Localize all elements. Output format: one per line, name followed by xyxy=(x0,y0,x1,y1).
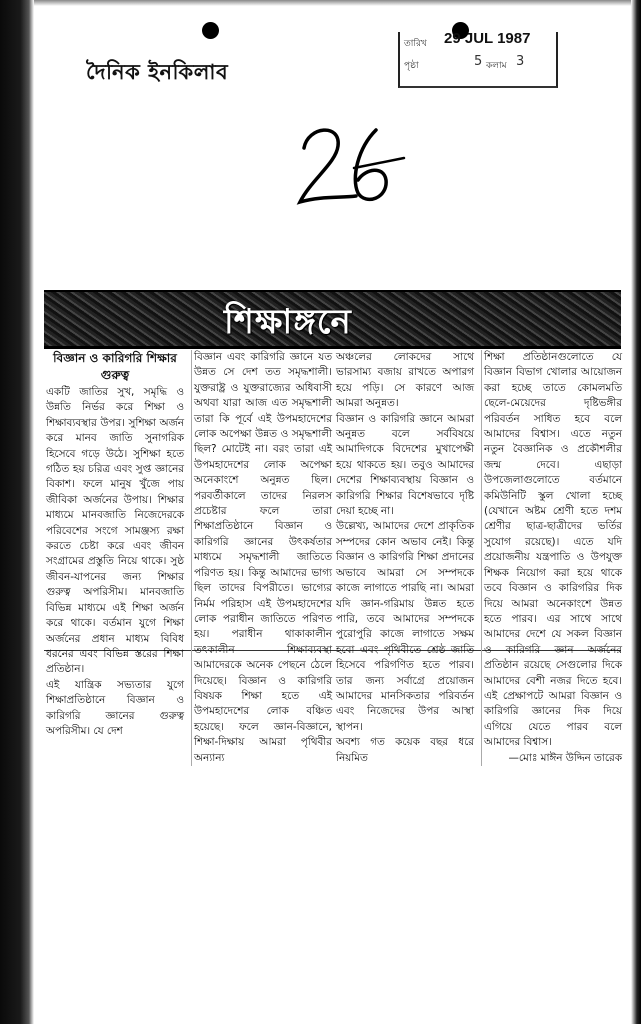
article-column-4 xyxy=(481,350,622,766)
article xyxy=(44,346,622,764)
stamp-page-label: পৃষ্ঠা xyxy=(404,61,419,71)
stamp-page: 5 xyxy=(474,54,483,69)
byline: —মোঃ মাঈন উদ্দিন তারেক xyxy=(508,751,622,764)
stamp-date-label: তারিখ xyxy=(404,39,427,49)
stamp-column-label: কলাম xyxy=(486,61,507,71)
section-banner xyxy=(44,290,621,349)
paragraph: বিজ্ঞান এবং কারিগরি জ্ঞানে যত উন্নত সে দেশ তত সমৃদ্ধশালী। যুক্তরাষ্ট্র ও যুক্তরাজ্যের অধিবাসী অথবা যারা আজ এত সমৃদ্ধশালী তারা কি পূর্বে এই উপমহাদেশের লোক অপেক্ষা উন্নত ও সমৃদ্ধশালী ছিল? মোটেই না। বরং তারা এই উপমহাদেশের লোক অপেক্ষা অনেকাংশে অনুন্নত ছিল। পরবর্তীকালে তাদের নিরলস প্রচেষ্টার ফলে তারা শিক্ষাপ্রতিষ্ঠানে বিজ্ঞান ও কারিগরি জ্ঞানের উৎকর্ষতার মাধ্যমে সমৃদ্ধশালী জাতিতে পরিণত হয়। কিন্তু আমাদের ভাগ্য ছিল তাদের বিপরীতে। ভাগ্যের নির্মম পরিহাস এই উপমহাদেশের লোক পরাধীন জাতিতে পরিণত হয়। পরাধীন থাকাকালীন তৎকালীন শিক্ষাব্যবস্থা আমাদেরকে অনেক পেছনে ঠেলে দিয়েছে। বিজ্ঞান ও কারিগরি বিষয়ক শিক্ষা হতে এই উপমহাদেশের লোক বঞ্চিত হয়েছে। ফলে জ্ঞান-বিজ্ঞানে, শিক্ষা-দিক্ষায় আমরা পৃথিবীর অন্যান্য xyxy=(194,351,332,764)
paragraph: বিজ্ঞান ও কারিগরি জ্ঞানে আমরা অনুন্নত বলে সর্ববিষয়ে আমাদিগকে বিদেশের মুখাপেক্ষী হয়ে থাকতে হয়। তবুও আমাদের দেশের শিক্ষাব্যবস্থায় বিজ্ঞান ও কারিগরি শিক্ষার বিশেষভাবে দৃষ্টি দেয়া হচ্ছে না। xyxy=(336,412,474,518)
newspaper-name: দৈনিক ইনকিলাব xyxy=(86,60,229,84)
article-column-1 xyxy=(46,350,184,739)
clipping-stamp xyxy=(398,32,558,88)
paragraph: অঞ্চলের লোকদের সাথে ভারসাম্য বজায় রাখতে অপারগ হয়ে পড়ি। সে কারণে আজ আমরা অনুন্নত। xyxy=(336,351,474,410)
article-column-3 xyxy=(336,350,474,766)
stamp-column: 3 xyxy=(516,54,525,69)
scan-left-edge xyxy=(0,0,34,1024)
paragraph: অবশ্য গত কয়েক বছর ধরে নিয়মিত xyxy=(336,736,474,764)
section-title: শিক্ষাঙ্গনে xyxy=(224,302,352,342)
stamp-date: 29 JUL 1987 xyxy=(444,30,531,47)
article-headline: বিজ্ঞান ও কারিগরি শিক্ষার গুরুত্ব xyxy=(53,351,177,382)
paragraph: একটি জাতির সুখ, সমৃদ্ধি ও উন্নতি নির্ভর করে শিক্ষা ও শিক্ষাব্যবস্থার উপর। সুশিক্ষা অর্জন করে মানব জাতি সুনাগরিক হিসেবে গড়ে উঠে। সুশিক্ষা হতে গঠিত হয় চরিত্র এবং সুপ্ত জ্ঞানের বিকাশ। ফলে মানুষ খুঁজে পায় জীবিকা অর্জনের উপায়। শিক্ষার মাধ্যমে মানবজাতি নিজেদেরকে পরিবেশের সংগে সামঞ্জস্য রক্ষা করতে চেষ্টা করে এবং জীবন সংগ্রামের প্রস্তুতি নিয়ে থাকে। সুষ্ঠ জীবন-যাপনের জন্য শিক্ষার গুরুত্ব অপরিসীম। মানবজাতি বিভিন্ন মাধ্যমে এই শিক্ষা অর্জন করে থাকে। বর্তমান যুগে শিক্ষা অর্জনের প্রধান মাধ্যম বিবিধ ধরনের এবং বিভিন্ন স্তরের শিক্ষা প্রতিষ্ঠান। xyxy=(46,386,184,676)
paragraph: শিক্ষা প্রতিষ্ঠানগুলোতে যে বিজ্ঞান বিভাগ খোলার আয়োজন করা হচ্ছে তাতে কোমলমতি ছেলে-মেয়েদের দৃষ্টিভঙ্গীর পরিবর্তন সাধিত হবে বলে আমাদের বিশ্বাস। এতে নতুন নতুন বৈজ্ঞানিক ও প্রকৌশলীর জন্ম দেবে। এছাড়া উপজেলাগুলোতে বর্তমানে কমিউনিটি স্কুল খোলা হচ্ছে (যেখানে অষ্টম শ্রেণী হতে দশম শ্রেণীর ছাত্র-ছাত্রীদের ভর্তির সুযোগ রয়েছে)। এতে যদি প্রয়োজনীয় যন্ত্রপাতি ও উপযুক্ত শিক্ষক নিয়োগ করা হয়ে থাকে তবে বিজ্ঞান ও কারিগরির দিক দিয়ে আমরা অনেকাংশে উন্নত হতে পারব। এর সাথে সাথে আমাদের দেশে যে সকল বিজ্ঞান ও কারিগরি জ্ঞান অর্জনের প্রতিষ্ঠান রয়েছে সেগুলোর দিকে আমাদের বেশী নজর দিতে হবে। এই প্রেক্ষাপটে আমরা বিজ্ঞান ও কারিগরি জ্ঞানের দিক দিয়ে এগিয়ে যেতে পারব বলে আমাদের বিশ্বাস। xyxy=(484,351,622,749)
handwritten-number xyxy=(296,118,406,217)
punch-hole xyxy=(202,22,219,39)
scan-right-edge xyxy=(631,0,641,1024)
article-column-2 xyxy=(191,350,332,766)
scan-top-edge xyxy=(0,0,641,6)
paragraph: এই যান্ত্রিক সভ্যতার যুগে শিক্ষাপ্রতিষ্ঠানে বিজ্ঞান ও কারিগরি জ্ঞানের গুরুত্ব অপরিসীম। যে দেশ xyxy=(46,678,184,737)
paragraph: উল্লেখ্য, আমাদের দেশে প্রাকৃতিক সম্পদের কোন অভাব নেই। কিন্তু বিজ্ঞান ও কারিগরি শিক্ষা প্রদানের অভাবে আমরা সে সম্পদকে কাজে লাগাতে পারছি না। আমরা যদি জ্ঞান-গরিমায় উন্নত হতে পারি, তবে আমাদের সম্পদকে পুরোপুরি কাজে লাগাতে সক্ষম হবো এবং পৃথিবীতে শ্রেষ্ঠ জাতি হিসেবে পরিগণিত হতে পারব। তার জন্য সর্বাগ্রে প্রয়োজন আমাদের মানসিকতার পরিবর্তন এবং নিজেদের উপর আস্থা স্থাপন। xyxy=(336,520,474,733)
